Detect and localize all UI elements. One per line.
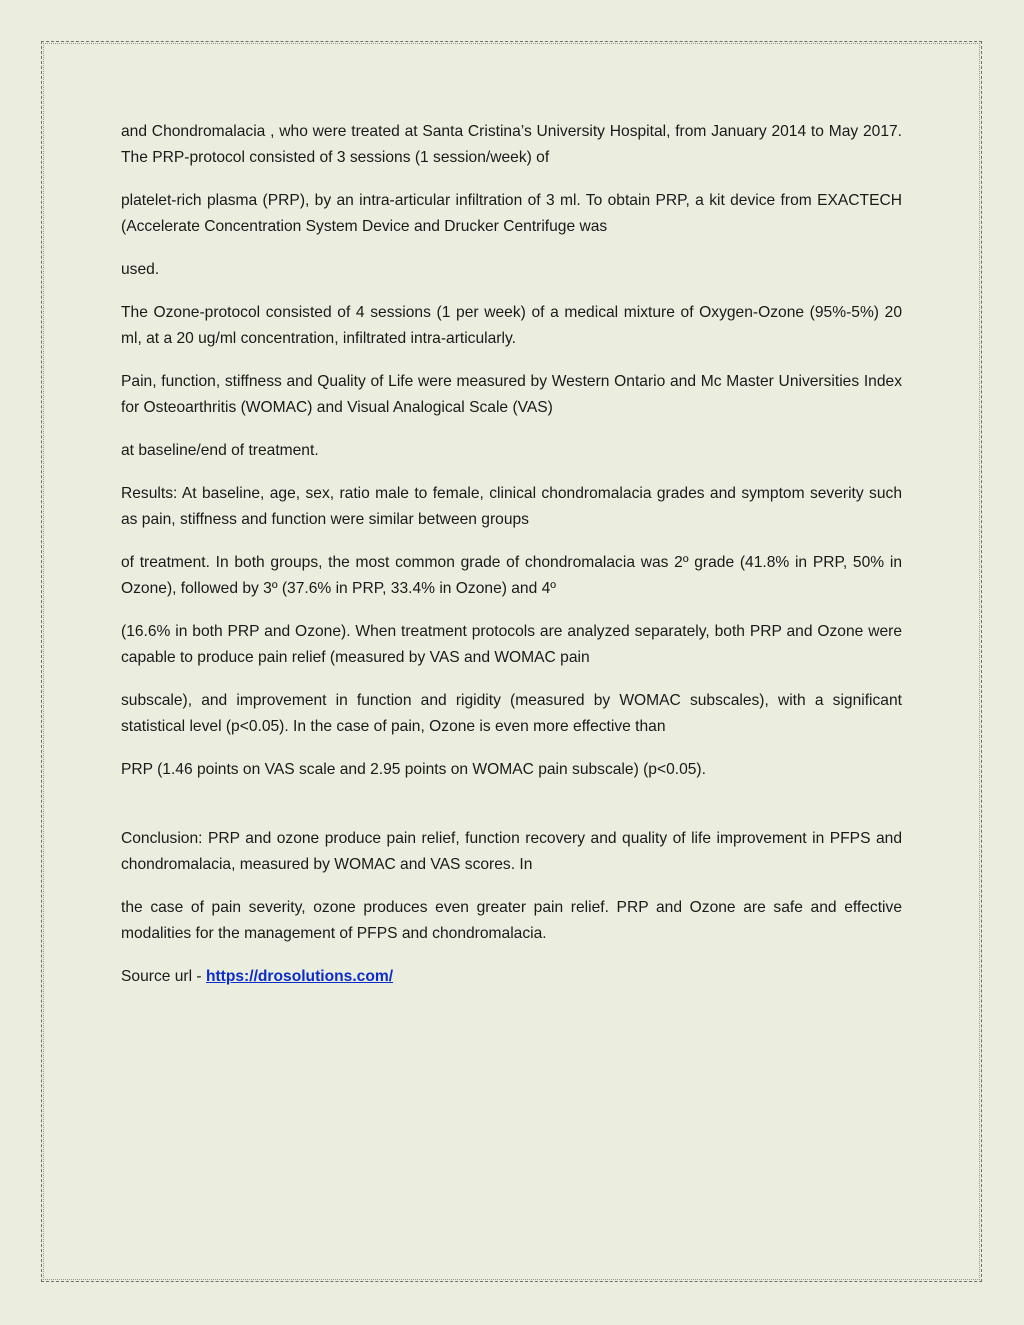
paragraph-function: subscale), and improvement in function and rigidity (measured by WOMAC subscales), with a significant statistical level (p<0.05). In the case of pain, Ozone is even more effective than	[121, 692, 902, 735]
paragraph-prp-points: PRP (1.46 points on VAS scale and 2.95 points on WOMAC pain subscale) (p<0.05).	[121, 761, 706, 778]
paragraph-conclusion-cont: the case of pain severity, ozone produces even greater pain relief. PRP and Ozone are safe and effective modalities for the management of PFPS and chondromalacia.	[121, 899, 902, 942]
source-url-link[interactable]: https://drosolutions.com/	[205, 968, 394, 985]
paragraph-used: used.	[121, 261, 160, 278]
document-body	[121, 119, 902, 1007]
paragraph-methods-intro: and Chondromalacia , who were treated at Santa Cristina’s University Hospital, from January 2014 to May 2017. The PRP-protocol consisted of 3 sessions (1 session/week) of	[121, 123, 902, 166]
paragraph-results: Results: At baseline, age, sex, ratio male to female, clinical chondromalacia grades and symptom severity such as pain, stiffness and function were similar between groups	[121, 485, 902, 528]
paragraph-conclusion: Conclusion: PRP and ozone produce pain relief, function recovery and quality of life improvement in PFPS and chondromalacia, measured by WOMAC and VAS scores. In	[121, 830, 902, 873]
paragraph-grades: of treatment. In both groups, the most common grade of chondromalacia was 2º grade (41.8% in PRP, 50% in Ozone), followed by 3º (37.6% in PRP, 33.4% in Ozone) and 4º	[121, 554, 902, 597]
paragraph-baseline: at baseline/end of treatment.	[121, 442, 319, 459]
paragraph-prp-protocol: platelet-rich plasma (PRP), by an intra-articular infiltration of 3 ml. To obtain PRP, a kit device from EXACTECH (Accelerate Concentration System Device and Drucker Centrifuge was	[121, 192, 902, 235]
source-line	[121, 964, 902, 990]
paragraph-pain-relief: (16.6% in both PRP and Ozone). When treatment protocols are analyzed separately, both PRP and Ozone were capable to produce pain relief (measured by VAS and WOMAC pain	[121, 623, 902, 666]
paragraph-ozone-protocol: The Ozone-protocol consisted of 4 sessions (1 per week) of a medical mixture of Oxygen-Ozone (95%-5%) 20 ml, at a 20 ug/ml concentration, infiltrated intra-articularly.	[121, 304, 902, 347]
source-label: Source url -	[121, 968, 206, 985]
paragraph-measures: Pain, function, stiffness and Quality of Life were measured by Western Ontario and Mc Master Universities Index for Osteoarthritis (WOMAC) and Visual Analogical Scale (VAS)	[121, 373, 902, 416]
